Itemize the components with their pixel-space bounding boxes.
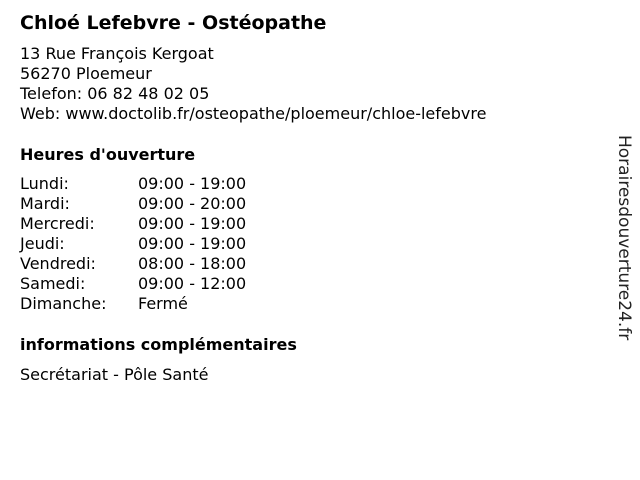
additional-info-heading: informations complémentaires: [20, 335, 297, 354]
hours-value: 09:00 - 19:00: [138, 214, 247, 233]
day-label: Vendredi:: [20, 254, 96, 273]
hours-row-tuesday: [20, 194, 246, 214]
page-title: Chloé Lefebvre - Ostéopathe: [20, 12, 327, 34]
hours-value: 09:00 - 12:00: [138, 274, 247, 293]
city-postcode: 56270 Ploemeur: [20, 64, 152, 83]
hours-value: 09:00 - 19:00: [138, 234, 247, 253]
day-label: Dimanche:: [20, 294, 107, 313]
day-label: Mardi:: [20, 194, 70, 213]
day-label: Jeudi:: [20, 234, 65, 253]
hours-row-friday: [20, 254, 246, 274]
hours-row-saturday: [20, 274, 246, 294]
street-address: 13 Rue François Kergoat: [20, 44, 214, 63]
opening-hours-table: [20, 174, 246, 314]
phone-number: Telefon: 06 82 48 02 05: [20, 84, 210, 103]
hours-row-thursday: [20, 234, 246, 254]
day-label: Mercredi:: [20, 214, 95, 233]
address-block: [20, 44, 486, 124]
additional-info-text: Secrétariat - Pôle Santé: [20, 365, 209, 384]
hours-value: 09:00 - 20:00: [138, 194, 247, 213]
opening-hours-heading: Heures d'ouverture: [20, 145, 196, 164]
website: Web: www.doctolib.fr/osteopathe/ploemeur/chloe-lefebvre: [20, 104, 487, 123]
hours-value: Fermé: [138, 294, 188, 313]
site-watermark: Horairesdouverture24.fr: [614, 135, 634, 341]
hours-row-wednesday: [20, 214, 246, 234]
hours-row-sunday: [20, 294, 246, 314]
hours-value: 09:00 - 19:00: [138, 174, 247, 193]
hours-value: 08:00 - 18:00: [138, 254, 247, 273]
day-label: Lundi:: [20, 174, 69, 193]
day-label: Samedi:: [20, 274, 86, 293]
hours-row-monday: [20, 174, 246, 194]
